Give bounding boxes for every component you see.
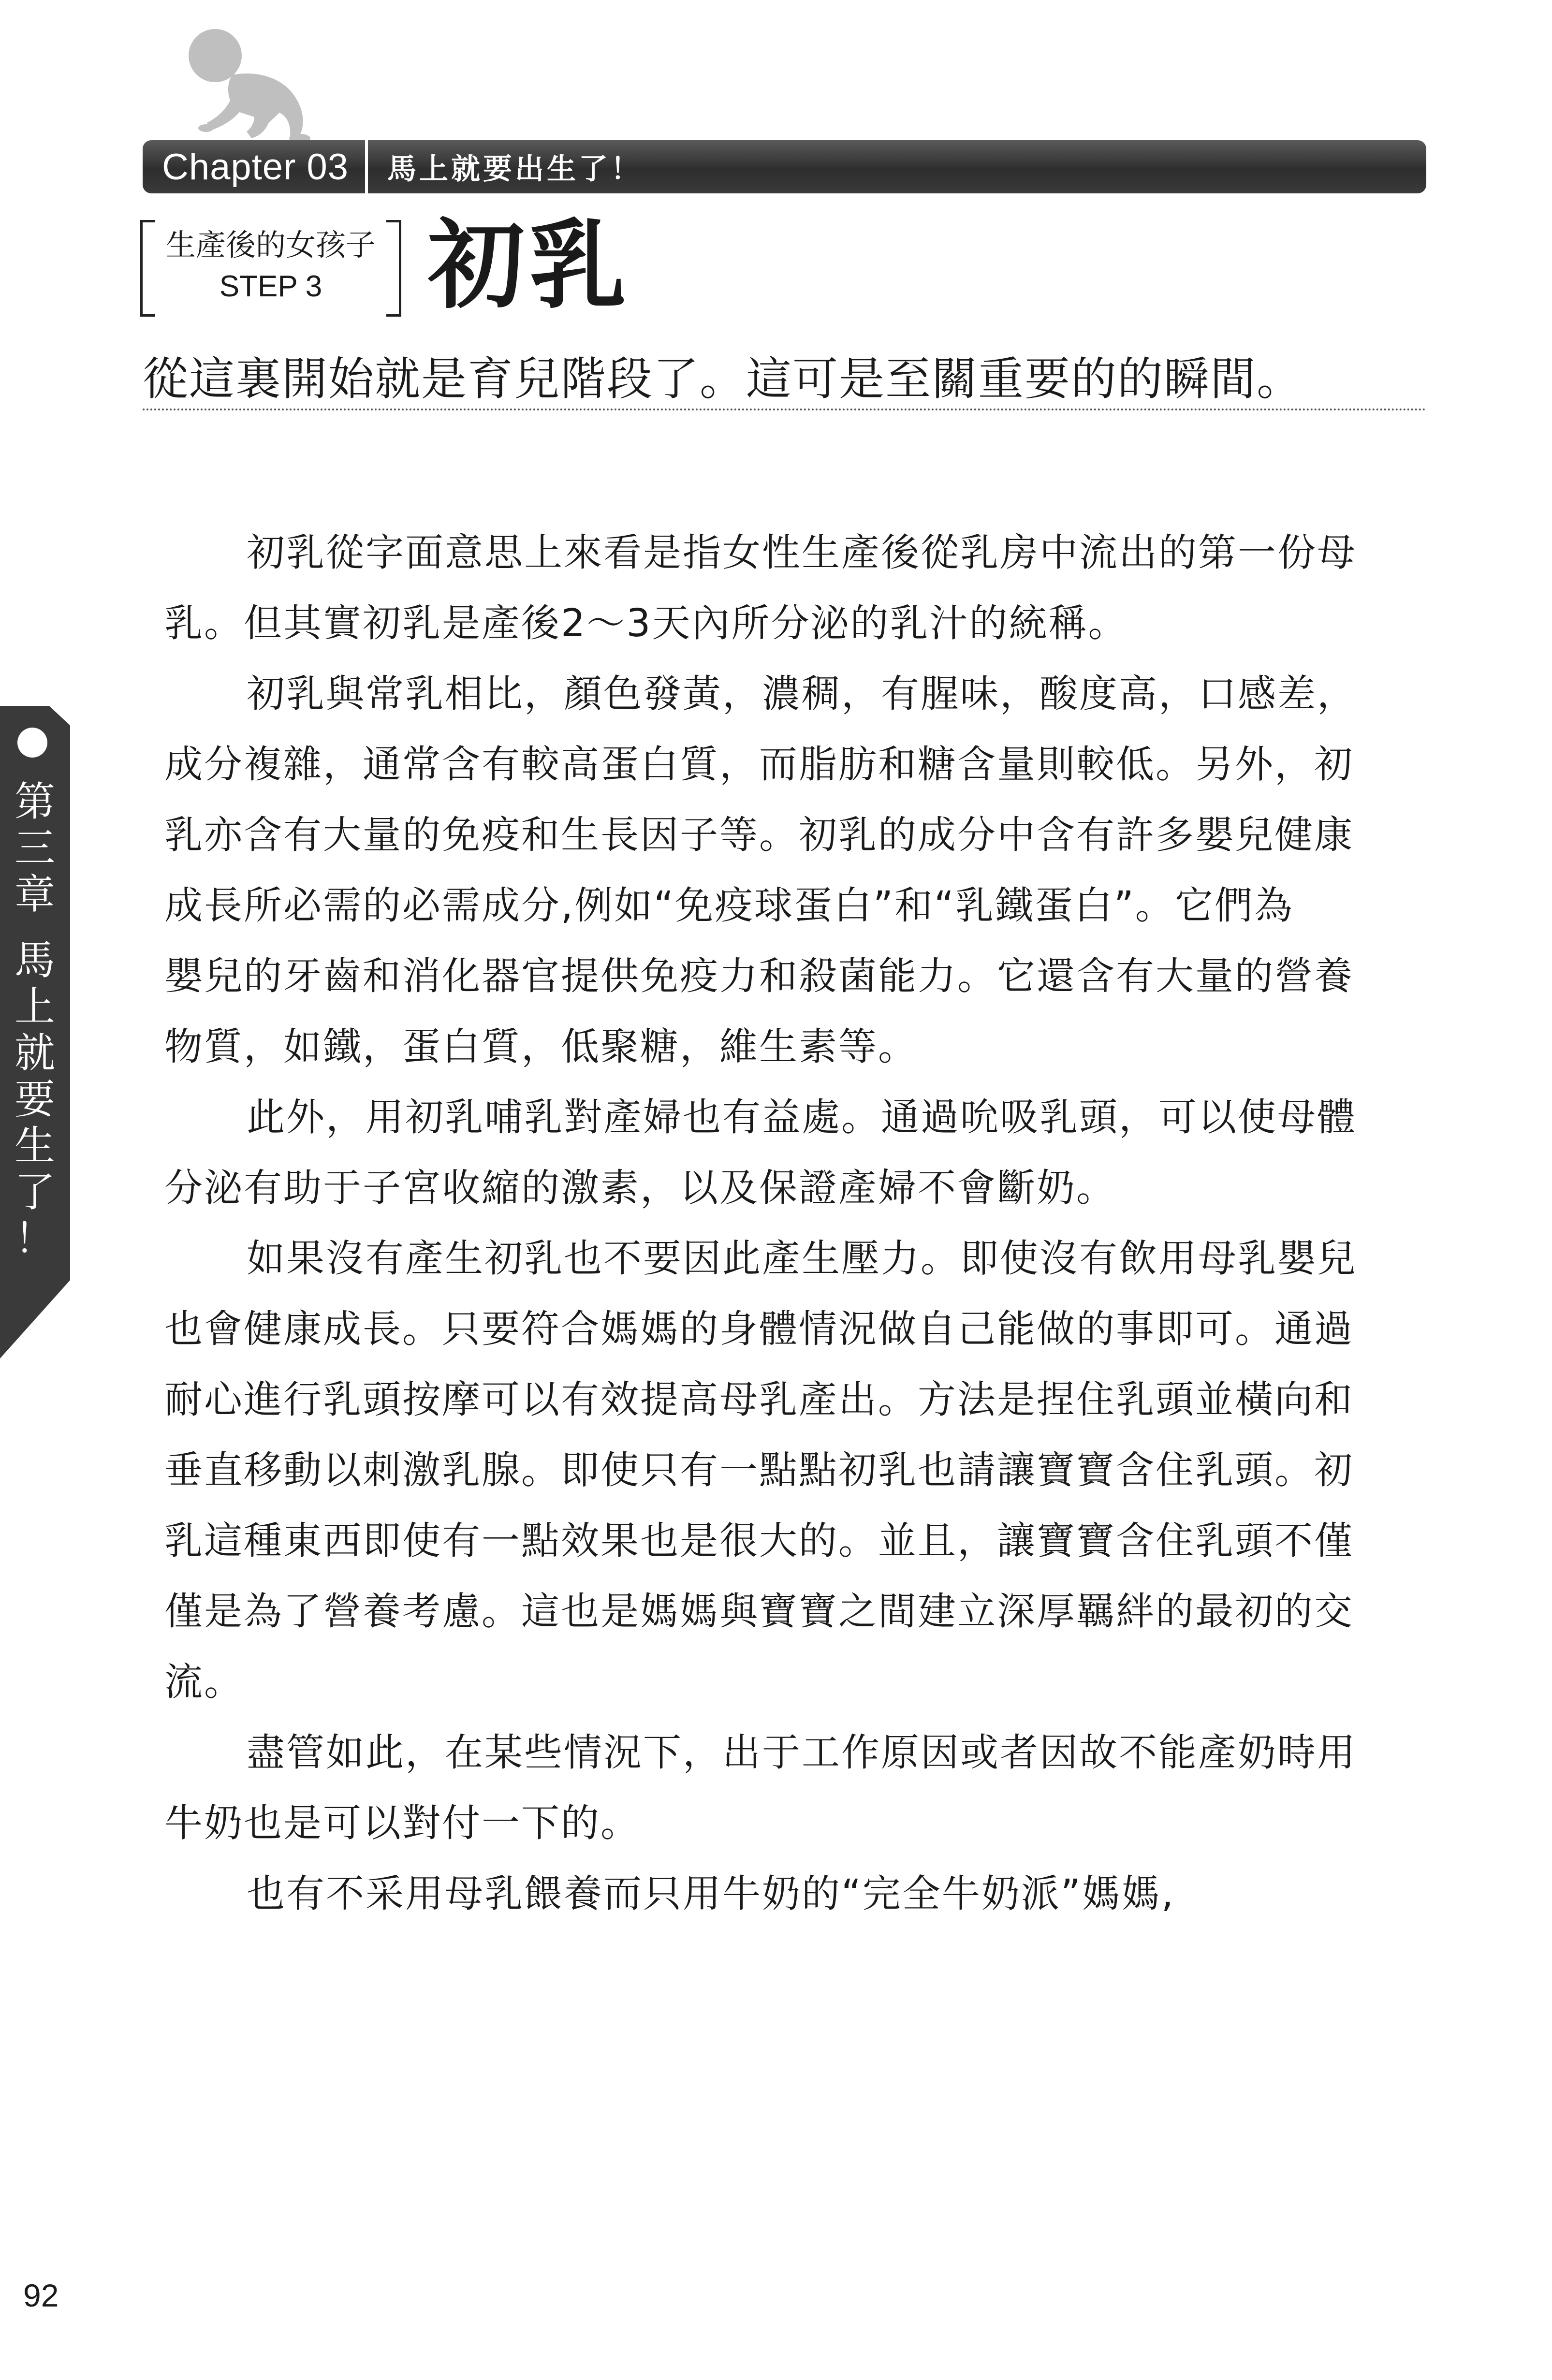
body-line: 初乳與常乳相比，顏色發黃，濃稠，有腥味，酸度高，口感差，	[247, 672, 1357, 716]
body-line: 也有不采用母乳餵養而只用牛奶的“完全牛奶派”媽媽,	[247, 1871, 1175, 1916]
side-tab-char: 就	[14, 1029, 55, 1077]
side-tab-char: 章	[14, 871, 55, 918]
step-label-box	[140, 218, 401, 314]
side-tab-label	[11, 778, 59, 1262]
body-line: 僅是為了營養考慮。這也是媽媽與寶寶之間建立深厚羈絆的最初的交	[164, 1589, 1354, 1634]
section-title: 初乳	[428, 209, 631, 322]
body-line: 流。	[164, 1660, 244, 1704]
body-line: 成長所必需的必需成分,例如“免疫球蛋白”和“乳鐵蛋白”。它們為	[164, 883, 1294, 928]
body-line: 嬰兒的牙齒和消化器官提供免疫力和殺菌能力。它還含有大量的營養	[164, 954, 1354, 998]
body-line: 成分複雜，通常含有較高蛋白質，而脂肪和糖含量則較低。另外，初	[164, 742, 1354, 787]
subtitle-dotted-rule	[143, 409, 1426, 410]
side-tab-char: 生	[14, 1122, 55, 1169]
side-tab-char: 了	[14, 1168, 55, 1216]
step-label: STEP 3	[219, 270, 322, 303]
body-line: 初乳從字面意思上來看是指女性生產後從乳房中流出的第一份母	[247, 530, 1357, 575]
side-tab-char	[11, 918, 59, 937]
body-line: 分泌有助于子宮收縮的激素，以及保證產婦不會斷奶。	[164, 1166, 1116, 1210]
body-line: 耐心進行乳頭按摩可以有效提高母乳產出。方法是捏住乳頭並橫向和	[164, 1377, 1354, 1422]
body-line: 也會健康成長。只要符合媽媽的身體情況做自己能做的事即可。通過	[164, 1307, 1354, 1351]
body-line: 乳亦含有大量的免疫和生長因子等。初乳的成分中含有許多嬰兒健康	[164, 813, 1354, 857]
side-tab-char: 要	[14, 1076, 55, 1123]
body-text	[164, 517, 1383, 1929]
side-tab-char: 第	[14, 778, 55, 825]
right-bracket	[386, 220, 401, 317]
chapter-title: 馬上就要出生了！	[387, 152, 643, 186]
side-tab-char: 三	[14, 824, 55, 872]
body-line: 盡管如此，在某些情況下，出于工作原因或者因故不能產奶時用	[247, 1730, 1357, 1775]
series-label: 生產後的女孩子	[165, 227, 376, 263]
side-tab-char: ！	[14, 1215, 55, 1262]
side-tab-char: 上	[14, 983, 55, 1030]
body-line: 此外，用初乳哺乳對產婦也有益處。通過吮吸乳頭，可以使母體	[247, 1095, 1357, 1139]
body-line: 物質，如鐵，蛋白質，低聚糖，維生素等。	[164, 1024, 918, 1069]
left-bracket	[140, 220, 155, 317]
body-line: 牛奶也是可以對付一下的。	[164, 1801, 640, 1845]
crawling-baby-icon	[160, 24, 319, 145]
body-line: 乳。但其實初乳是產後2～3天內所分泌的乳汁的統稱。	[164, 601, 1128, 645]
chapter-label: Chapter 03	[162, 146, 349, 188]
page-number: 92	[23, 2278, 59, 2313]
body-line: 如果沒有產生初乳也不要因此產生壓力。即使沒有飲用母乳嬰兒	[247, 1236, 1357, 1281]
side-tab-char: 馬	[14, 936, 55, 984]
body-line: 垂直移動以刺激乳腺。即使只有一點點初乳也請讓寶寶含住乳頭。初	[164, 1448, 1354, 1492]
chapter-header-bar	[143, 140, 1426, 193]
side-tab-bullet-icon	[17, 728, 47, 758]
body-line: 乳這種東西即使有一點效果也是很大的。並且，讓寶寶含住乳頭不僅	[164, 1519, 1354, 1563]
section-subtitle: 從這裏開始就是育兒階段了。這可是至關重要的的瞬間。	[143, 353, 1303, 406]
